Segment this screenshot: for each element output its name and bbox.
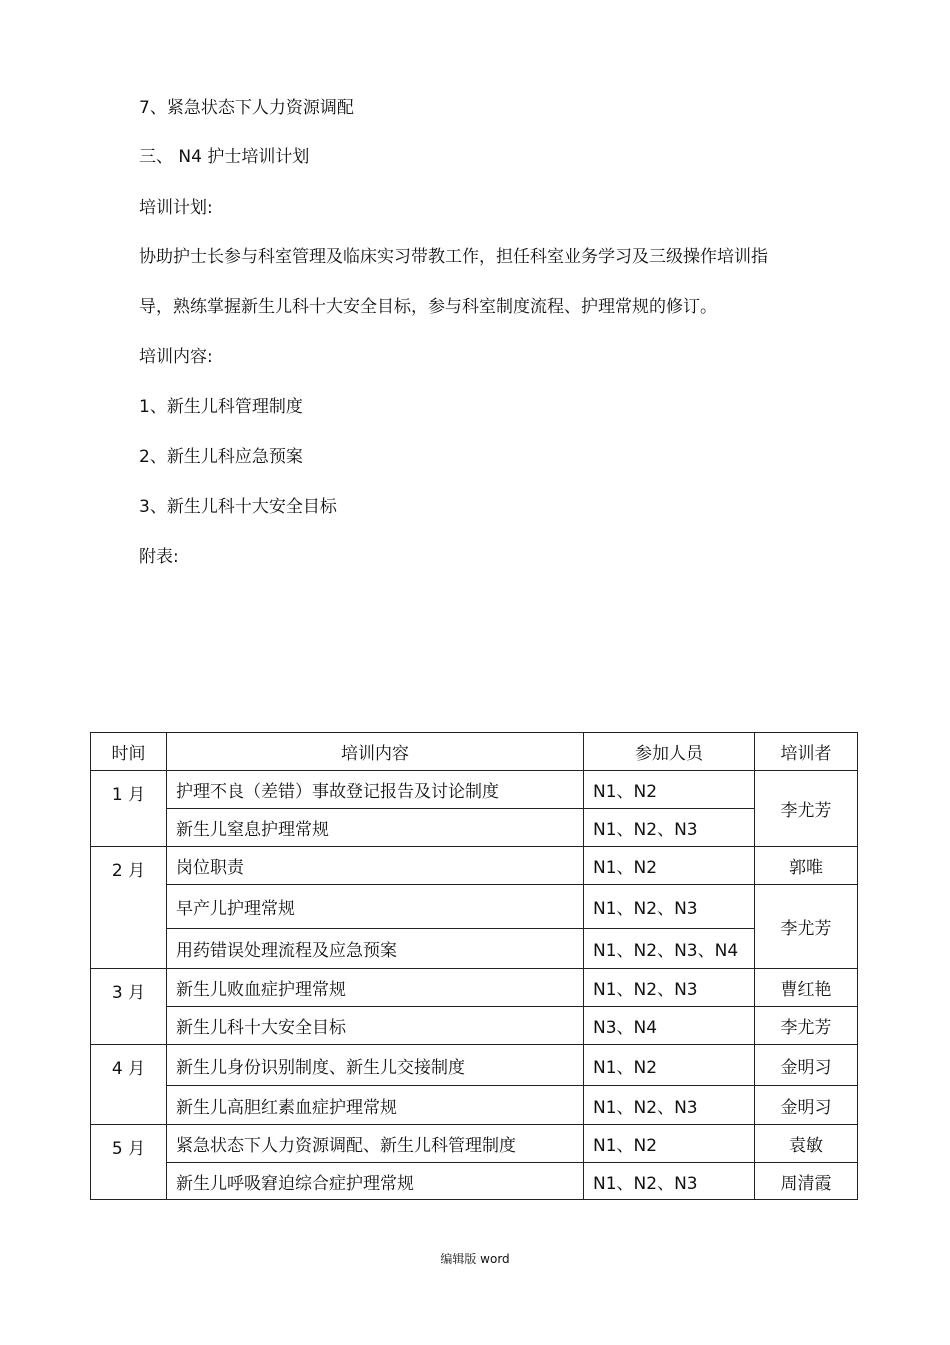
page-footer: 编辑版 word [440, 1252, 510, 1266]
trainer-cell: 李尤芳 [755, 771, 858, 847]
table-row [91, 929, 858, 969]
plan-body-line-2: 导，熟练掌握新生儿科十大安全目标，参与科室制度流程、护理常规的修订。 [139, 297, 717, 317]
table-row [91, 1163, 858, 1200]
trainer-cell: 金明习 [755, 1045, 858, 1086]
plan-body-line-1: 协助护士长参与科室管理及临床实习带教工作，担任科室业务学习及三级操作培训指 [139, 247, 768, 267]
header-trainer: 培训者 [755, 733, 858, 771]
month-cell: 4 月 [91, 1045, 167, 1125]
content-cell: 岗位职责 [167, 847, 584, 885]
month-cell: 3 月 [91, 969, 167, 1045]
content-cell: 紧急状态下人力资源调配、新生儿科管理制度 [167, 1125, 584, 1163]
content-cell: 新生儿败血症护理常规 [167, 969, 584, 1007]
participants-cell: N1、N2、N3、N4 [584, 929, 755, 969]
trainer-cell: 周清霞 [755, 1163, 858, 1200]
month-cell: 1 月 [91, 771, 167, 847]
appendix-label: 附表: [139, 547, 179, 567]
trainer-cell: 李尤芳 [755, 1007, 858, 1045]
content-cell: 新生儿窒息护理常规 [167, 809, 584, 847]
table-row [91, 969, 858, 1007]
content-item-3: 3、新生儿科十大安全目标 [139, 497, 337, 517]
table-row [91, 771, 858, 809]
table-row [91, 1007, 858, 1045]
trainer-cell: 金明习 [755, 1086, 858, 1125]
section-heading: 三、 N4 护士培训计划 [139, 147, 310, 167]
content-cell: 护理不良（差错）事故登记报告及讨论制度 [167, 771, 584, 809]
header-time: 时间 [91, 733, 167, 771]
content-cell: 用药错误处理流程及应急预案 [167, 929, 584, 969]
content-cell: 新生儿高胆红素血症护理常规 [167, 1086, 584, 1125]
content-cell: 新生儿身份识别制度、新生儿交接制度 [167, 1045, 584, 1086]
participants-cell: N1、N2、N3 [584, 1163, 755, 1200]
content-cell: 新生儿科十大安全目标 [167, 1007, 584, 1045]
participants-cell: N3、N4 [584, 1007, 755, 1045]
table-row [91, 1045, 858, 1086]
participants-cell: N1、N2、N3 [584, 1086, 755, 1125]
participants-cell: N1、N2 [584, 1045, 755, 1086]
participants-cell: N1、N2 [584, 847, 755, 885]
list-item-7: 7、紧急状态下人力资源调配 [139, 98, 354, 118]
participants-cell: N1、N2、N3 [584, 885, 755, 929]
participants-cell: N1、N2 [584, 771, 755, 809]
participants-cell: N1、N2 [584, 1125, 755, 1163]
header-content: 培训内容 [167, 733, 584, 771]
content-label: 培训内容: [139, 347, 213, 367]
content-cell: 早产儿护理常规 [167, 885, 584, 929]
training-schedule-table [90, 732, 858, 1200]
participants-cell: N1、N2、N3 [584, 809, 755, 847]
content-item-2: 2、新生儿科应急预案 [139, 447, 303, 467]
table-row [91, 1086, 858, 1125]
content-item-1: 1、新生儿科管理制度 [139, 397, 303, 417]
table-row [91, 809, 858, 847]
participants-cell: N1、N2、N3 [584, 969, 755, 1007]
trainer-cell: 李尤芳 [755, 885, 858, 969]
plan-label: 培训计划: [139, 198, 213, 218]
table-row [91, 885, 858, 929]
trainer-cell: 袁敏 [755, 1125, 858, 1163]
table-header-row [91, 733, 858, 771]
trainer-cell: 郭唯 [755, 847, 858, 885]
table-row [91, 1125, 858, 1163]
month-cell: 5 月 [91, 1125, 167, 1200]
header-participants: 参加人员 [584, 733, 755, 771]
month-cell: 2 月 [91, 847, 167, 969]
trainer-cell: 曹红艳 [755, 969, 858, 1007]
content-cell: 新生儿呼吸窘迫综合症护理常规 [167, 1163, 584, 1200]
table-row [91, 847, 858, 885]
